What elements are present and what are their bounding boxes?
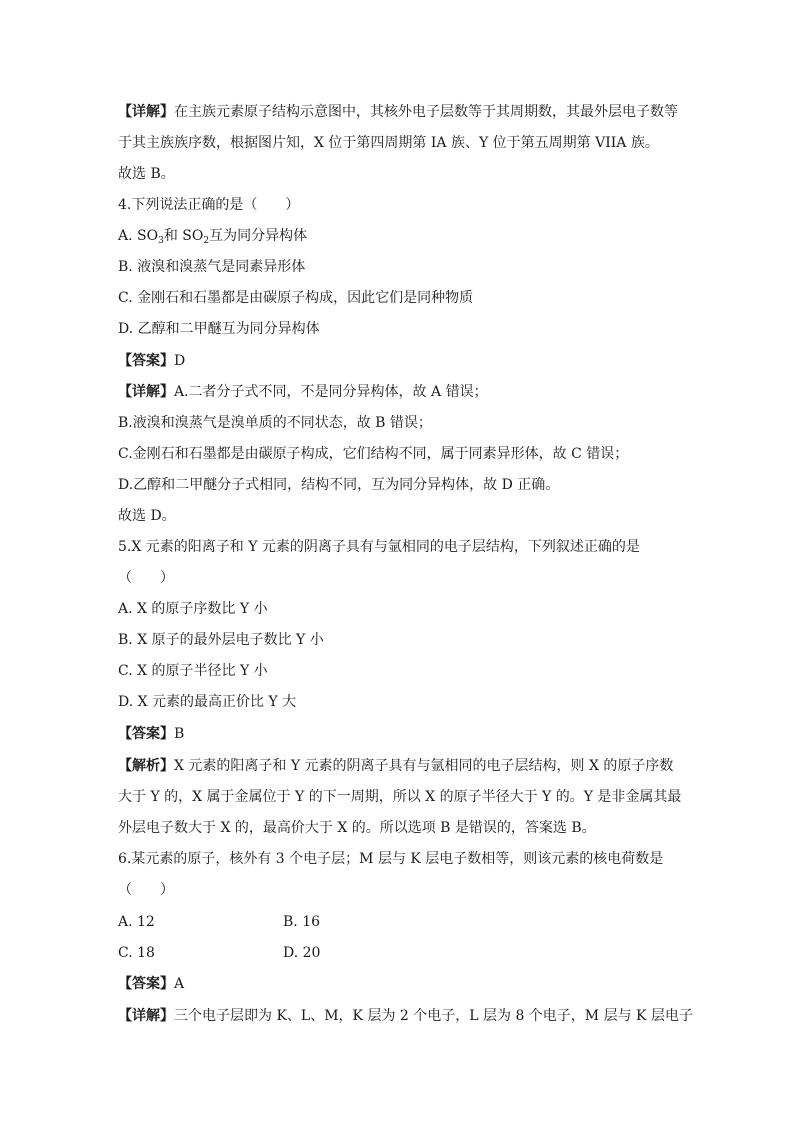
question-6-option-b [283, 912, 320, 932]
paragraph-line [118, 818, 596, 838]
question-5-option-a [118, 599, 268, 619]
question-text: 6.某元素的原子，核外有 3 个电子层；M 层与 K 层电子数相等，则该元素的核电荷数是 [118, 851, 664, 867]
paragraph-line [118, 444, 628, 464]
question-4-option-d [118, 319, 320, 339]
paragraph-text: B.液溴和溴蒸气是溴单质的不同状态，故 B 错误； [118, 415, 432, 431]
option-text: D. X 元素的最高正价比 Y 大 [118, 694, 297, 710]
paragraph-text: 在主族元素原子结构示意图中，其核外电子层数等于其周期数，其最外层电子数等 [174, 104, 678, 120]
question-5-blank [118, 568, 174, 588]
paragraph-line [118, 787, 681, 807]
explanation-line [118, 102, 678, 122]
answer-line [118, 724, 184, 744]
question-text: （ ） [118, 570, 174, 586]
paragraph-text: 故选 D。 [118, 508, 176, 524]
option-text: C. 金刚石和石墨都是由碳原子构成，因此它们是同种物质 [118, 290, 474, 306]
question-6-blank [118, 880, 174, 900]
question-6-stem [118, 849, 663, 869]
paragraph-text: X 元素的阳离子和 Y 元素的阴离子具有与氩相同的电子层结构，则 X 的原子序数 [174, 758, 674, 774]
paragraph-text: 外层电子数大于 X 的，最高价大于 X 的。所以选项 B 是错误的，答案选 B。 [118, 820, 596, 836]
question-4-option-a [118, 226, 307, 251]
option-text: B. 16 [283, 914, 321, 930]
option-text: A. 12 [118, 914, 155, 930]
question-6-option-c [118, 943, 155, 963]
paragraph-text: 故选 B。 [118, 166, 175, 182]
question-4-stem [118, 195, 299, 215]
answer-line [118, 974, 184, 994]
question-6-option-a [118, 912, 155, 932]
section-tag: 【详解】 [118, 1008, 174, 1024]
section-tag: 【答案】 [118, 976, 174, 992]
answer-text: D [174, 353, 186, 369]
option-text: C. 18 [118, 945, 155, 961]
question-5-option-b [118, 630, 324, 650]
section-tag: 【解析】 [118, 758, 174, 774]
option-text: B. 液溴和溴蒸气是同素异形体 [118, 259, 306, 275]
option-text: 互为同分异构体 [209, 228, 308, 244]
option-text: A. X 的原子序数比 Y 小 [118, 601, 268, 617]
option-text: 和 SO [163, 228, 204, 244]
paragraph-text: 三个电子层即为 K、L、M，K 层为 2 个电子，L 层为 8 个电子，M 层与 K 层电子 [174, 1008, 693, 1024]
paragraph-line [118, 413, 432, 433]
question-text: 5.X 元素的阳离子和 Y 元素的阴离子具有与氩相同的电子层结构，下列叙述正确的是 [118, 539, 640, 555]
explanation-line [118, 1006, 693, 1026]
paragraph-text: A.二者分子式不同，不是同分异构体，故 A 错误； [174, 384, 488, 400]
analysis-line [118, 756, 673, 776]
question-4-option-b [118, 257, 305, 277]
question-5-stem [118, 537, 640, 557]
paragraph-line [118, 475, 559, 495]
paragraph-line [118, 133, 659, 153]
explanation-line [118, 382, 488, 402]
answer-text: A [174, 976, 185, 992]
option-text: D. 20 [283, 945, 321, 961]
question-text: 4.下列说法正确的是（ ） [118, 197, 300, 213]
section-tag: 【答案】 [118, 726, 174, 742]
option-text: C. X 的原子半径比 Y 小 [118, 663, 268, 679]
option-text: A. SO [118, 228, 159, 244]
paragraph-text: 大于 Y 的，X 属于金属位于 Y 的下一周期，所以 X 的原子半径大于 Y 的。Y 是非金属其最 [118, 789, 682, 805]
subscript: 3 [158, 236, 164, 246]
question-4-option-c [118, 288, 473, 308]
paragraph-text: C.金刚石和石墨都是由碳原子构成，它们结构不同，属于同素异形体，故 C 错误； [118, 446, 629, 462]
question-5-option-d [118, 692, 296, 712]
option-text: B. X 原子的最外层电子数比 Y 小 [118, 632, 324, 648]
answer-line [118, 351, 185, 371]
answer-text: B [174, 726, 185, 742]
paragraph-line [118, 506, 176, 526]
paragraph-text: 于其主族族序数，根据图片知，X 位于第四周期第 IA 族、Y 位于第五周期第 VIIA 族。 [118, 135, 659, 151]
section-tag: 【答案】 [118, 353, 174, 369]
question-text: （ ） [118, 882, 174, 898]
subscript: 2 [203, 236, 210, 246]
question-5-option-c [118, 661, 268, 681]
paragraph-line [118, 164, 175, 184]
question-6-option-d [283, 943, 320, 963]
option-text: D. 乙醇和二甲醚互为同分异构体 [118, 321, 320, 337]
section-tag: 【详解】 [118, 384, 174, 400]
section-tag: 【详解】 [118, 104, 174, 120]
paragraph-text: D.乙醇和二甲醚分子式相同，结构不同，互为同分异构体，故 D 正确。 [118, 477, 560, 493]
